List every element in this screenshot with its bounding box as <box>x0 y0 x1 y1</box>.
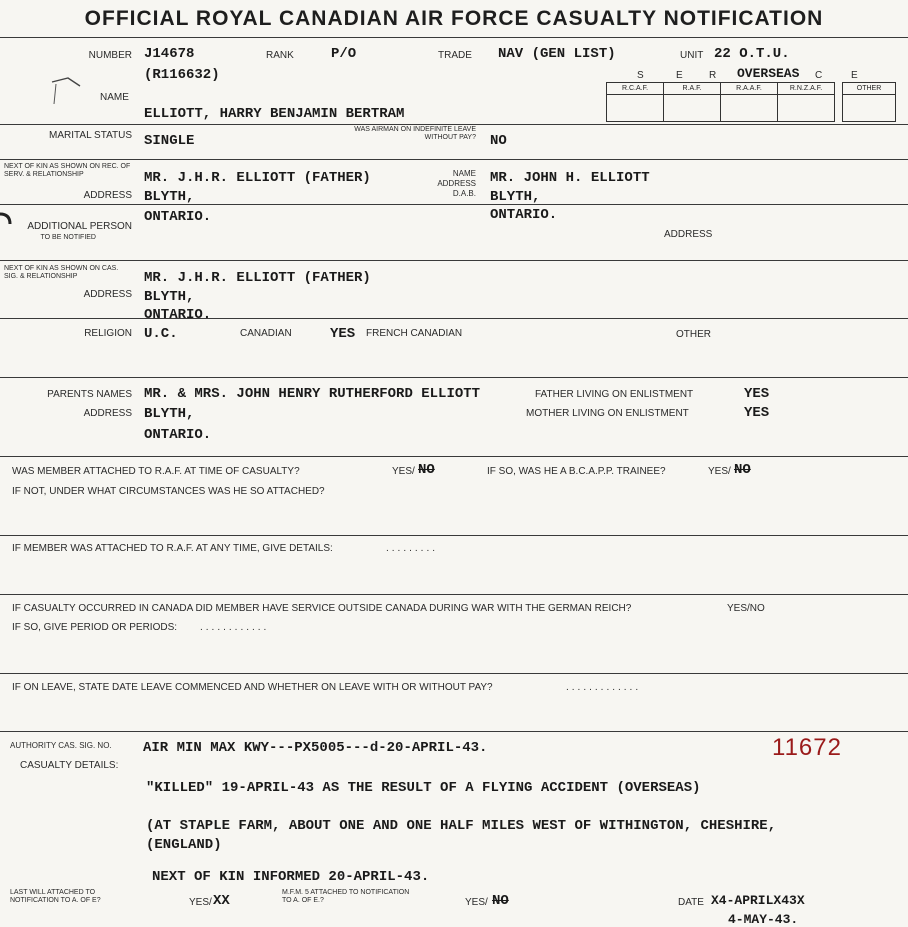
additional-person-label: ADDITIONAL PERSON <box>27 221 132 232</box>
date-value-struck: X4-APRILX43X <box>711 893 805 908</box>
nok-rec-address-line2: ONTARIO. <box>144 209 212 225</box>
name-value: ELLIOTT, HARRY BENJAMIN BERTRAM <box>144 106 405 122</box>
nok-cas-address-label: ADDRESS <box>83 289 132 300</box>
raf-time-yes-label: YES/ <box>392 466 415 477</box>
nok-rec-address-line1: BLYTH, <box>144 189 195 205</box>
date-value: 4-MAY-43. <box>728 912 799 927</box>
additional-address-label: ADDRESS <box>664 229 713 240</box>
mfm5-yes-label: YES/ <box>465 897 488 908</box>
service-box-rcaf: R.C.A.F. <box>606 82 664 122</box>
raf-time-answer: NO <box>418 462 435 478</box>
nok-rec-label: NEXT OF KIN AS SHOWN ON REC. OF SERV. & RELATIONSHIP <box>4 163 131 178</box>
nok-rec-address-label: ADDRESS <box>83 190 132 201</box>
last-will-label: LAST WILL ATTACHED TO NOTIFICATION TO A. OF E? <box>10 889 101 904</box>
divider <box>0 37 908 38</box>
service-letter-s: S <box>637 70 644 81</box>
mother-living-value: YES <box>744 405 770 421</box>
dotted-fill: ............ <box>200 622 270 633</box>
mfm5-label: M.F.M. 5 ATTACHED TO NOTIFICATION TO A. OF E.? <box>282 889 410 904</box>
indefinite-leave-label: WAS AIRMAN ON INDEFINITE LEAVE WITHOUT PAY? <box>354 126 476 141</box>
last-will-answer: XX <box>213 893 230 909</box>
marital-label: MARITAL STATUS <box>49 130 132 141</box>
casualty-details-label: CASUALTY DETAILS: <box>20 760 119 771</box>
outside-canada-question: IF CASUALTY OCCURRED IN CANADA DID MEMBER HAVE SERVICE OUTSIDE CANADA DURING WAR WITH THE GERMAN REICH? <box>12 603 632 614</box>
dab-address-label: ADDRESS <box>437 179 476 188</box>
dotted-fill: ......... <box>386 543 439 554</box>
service-value: OVERSEAS <box>737 66 800 81</box>
hole-punch-icon <box>0 210 16 234</box>
marital-value: SINGLE <box>144 133 195 149</box>
parents-address-line1: BLYTH, <box>144 406 195 422</box>
nok-rec-value: MR. J.H.R. ELLIOTT (FATHER) <box>144 170 371 186</box>
circumstances-question: IF NOT, UNDER WHAT CIRCUMSTANCES WAS HE SO ATTACHED? <box>12 486 325 497</box>
religion-label: RELIGION <box>84 328 132 339</box>
parents-address-label: ADDRESS <box>83 408 132 419</box>
dab-address-line2: ONTARIO. <box>490 207 558 223</box>
details-line3: (ENGLAND) <box>146 837 222 853</box>
dab-name-value: MR. JOHN H. ELLIOTT <box>490 170 650 186</box>
canadian-value: YES <box>330 326 356 342</box>
service-box-rnzaf: R.N.Z.A.F. <box>777 82 835 122</box>
name-label: NAME <box>100 92 129 103</box>
nok-cas-label: NEXT OF KIN AS SHOWN ON CAS. SIG. & RELATIONSHIP <box>4 265 119 280</box>
divider <box>0 377 908 378</box>
religion-value: U.C. <box>144 326 178 342</box>
divider <box>0 204 908 205</box>
service-letter-r: R <box>709 70 717 81</box>
raf-any-time-question: IF MEMBER WAS ATTACHED TO R.A.F. AT ANY TIME, GIVE DETAILS: <box>12 543 333 554</box>
trade-label: TRADE <box>438 50 472 61</box>
mother-living-label: MOTHER LIVING ON ENLISTMENT <box>526 408 689 419</box>
divider <box>0 260 908 261</box>
service-letter-e: E <box>676 70 683 81</box>
service-letter-e2: E <box>851 70 858 81</box>
divider <box>0 124 908 125</box>
nok-cas-address-line2: ONTARIO. <box>144 307 212 323</box>
service-box-raaf: R.A.A.F. <box>720 82 778 122</box>
mfm5-answer: NO <box>492 893 509 909</box>
to-be-notified-label: TO BE NOTIFIED <box>40 234 96 241</box>
details-line2: (AT STAPLE FARM, ABOUT ONE AND ONE HALF MILES WEST OF WITHINGTON, CHESHIRE, <box>146 818 777 834</box>
trade-value: NAV (GEN LIST) <box>498 46 616 62</box>
file-number: 11672 <box>772 734 842 761</box>
indefinite-leave-value: NO <box>490 133 507 149</box>
parents-names-label: PARENTS NAMES <box>47 389 132 400</box>
bcatp-answer: NO <box>734 462 751 478</box>
service-box-raf: R.A.F. <box>663 82 721 122</box>
number-alt-value: (R116632) <box>144 67 220 83</box>
nok-cas-value: MR. J.H.R. ELLIOTT (FATHER) <box>144 270 371 286</box>
number-label: NUMBER <box>88 50 132 61</box>
dab-label: D.A.B. <box>452 189 476 198</box>
periods-question: IF SO, GIVE PERIOD OR PERIODS: <box>12 622 178 633</box>
religion-other-label: OTHER <box>676 329 711 340</box>
last-will-yes-label: YES/ <box>189 897 212 908</box>
divider <box>0 456 908 457</box>
divider <box>0 673 908 674</box>
unit-label: UNIT <box>680 50 704 61</box>
divider <box>0 535 908 536</box>
dab-name-label: NAME <box>452 169 476 178</box>
father-living-label: FATHER LIVING ON ENLISTMENT <box>535 389 694 400</box>
pencil-mark-icon <box>48 72 84 108</box>
bcatp-yes-label: YES/ <box>708 466 731 477</box>
service-letter-c: C <box>815 70 823 81</box>
leave-question: IF ON LEAVE, STATE DATE LEAVE COMMENCED AND WHETHER ON LEAVE WITH OR WITHOUT PAY? <box>12 682 493 693</box>
nok-cas-address-line1: BLYTH, <box>144 289 195 305</box>
parents-address-line2: ONTARIO. <box>144 427 212 443</box>
number-value: J14678 <box>144 46 195 62</box>
rank-label: RANK <box>266 50 294 61</box>
divider <box>0 594 908 595</box>
father-living-value: YES <box>744 386 770 402</box>
unit-value: 22 O.T.U. <box>714 46 790 62</box>
rank-value: P/O <box>331 46 357 62</box>
canadian-label: CANADIAN <box>240 328 292 339</box>
service-box-other: OTHER <box>842 82 896 122</box>
dotted-fill: ............. <box>566 682 642 693</box>
parents-names-value: MR. & MRS. JOHN HENRY RUTHERFORD ELLIOTT <box>144 386 481 402</box>
divider <box>0 159 908 160</box>
outside-canada-yes-no: YES/NO <box>727 603 765 614</box>
authority-value: AIR MIN MAX KWY---PX5005---d-20-APRIL-43. <box>143 740 488 756</box>
form-title: OFFICIAL ROYAL CANADIAN AIR FORCE CASUALTY NOTIFICATION <box>84 7 824 30</box>
divider <box>0 318 908 319</box>
dab-address-line1: BLYTH, <box>490 189 541 205</box>
bcatp-question: IF SO, WAS HE A B.C.A.P.P. TRAINEE? <box>487 466 666 477</box>
authority-label: AUTHORITY CAS. SIG. NO. <box>10 741 112 750</box>
raf-time-question: WAS MEMBER ATTACHED TO R.A.F. AT TIME OF CASUALTY? <box>12 466 300 477</box>
details-line1: "KILLED" 19-APRIL-43 AS THE RESULT OF A FLYING ACCIDENT (OVERSEAS) <box>146 780 701 796</box>
date-label: DATE <box>678 897 704 908</box>
french-canadian-label: FRENCH CANADIAN <box>366 328 463 339</box>
details-line4: NEXT OF KIN INFORMED 20-APRIL-43. <box>152 869 430 885</box>
divider <box>0 731 908 732</box>
